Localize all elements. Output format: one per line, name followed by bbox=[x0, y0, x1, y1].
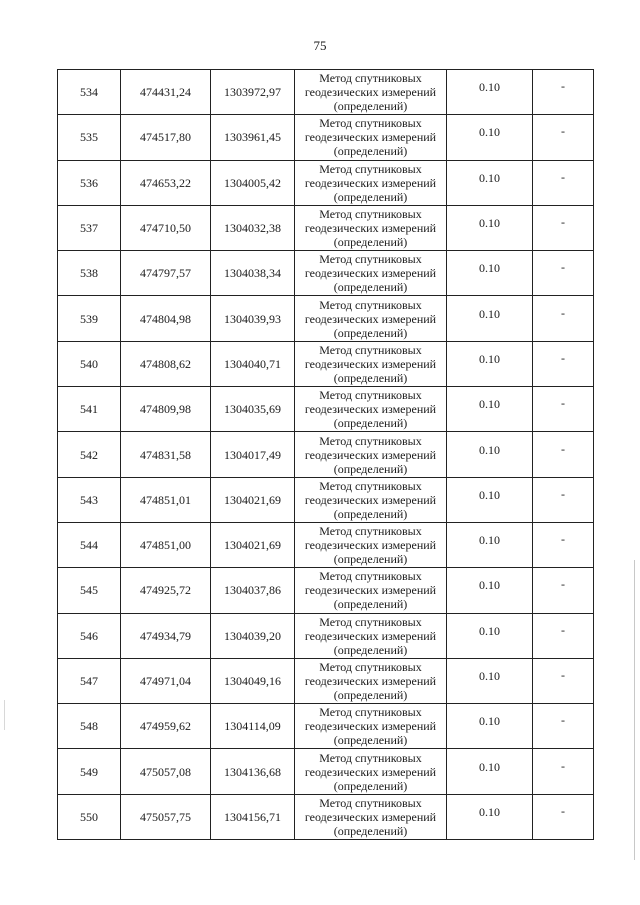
accuracy-value: 0.10 bbox=[479, 216, 500, 231]
method-line: геодезических измерений bbox=[304, 175, 437, 190]
accuracy-cell bbox=[447, 794, 533, 839]
table-row bbox=[58, 749, 594, 794]
y-coordinate-cell: 1304114,09 bbox=[211, 704, 295, 749]
method-cell bbox=[295, 522, 447, 567]
method-cell bbox=[295, 477, 447, 522]
accuracy-cell bbox=[447, 613, 533, 658]
method-line: Метод спутниковых bbox=[319, 524, 422, 539]
method-line: Метод спутниковых bbox=[319, 161, 422, 176]
note-cell bbox=[533, 115, 594, 160]
table-row bbox=[58, 341, 594, 386]
method-line: геодезических измерений bbox=[304, 85, 437, 100]
method-line: Метод спутниковых bbox=[319, 750, 422, 765]
y-coordinate-cell: 1304136,68 bbox=[211, 749, 295, 794]
method-line: геодезических измерений bbox=[304, 221, 437, 236]
note-value: - bbox=[561, 396, 565, 411]
method-line: (определений) bbox=[333, 552, 408, 567]
method-line: Метод спутниковых bbox=[319, 660, 422, 674]
x-coordinate-cell: 474934,79 bbox=[121, 613, 211, 658]
table-row bbox=[58, 704, 594, 749]
method-cell bbox=[295, 658, 447, 703]
method-cell bbox=[295, 704, 447, 749]
method-line: (определений) bbox=[333, 461, 408, 476]
method-cell bbox=[295, 794, 447, 839]
note-cell bbox=[533, 568, 594, 613]
method-cell bbox=[295, 749, 447, 794]
point-number-cell: 549 bbox=[58, 749, 121, 794]
method-line: геодезических измерений bbox=[304, 674, 437, 688]
table-row bbox=[58, 387, 594, 432]
accuracy-value: 0.10 bbox=[479, 125, 500, 140]
x-coordinate-cell: 475057,08 bbox=[121, 749, 211, 794]
note-value: - bbox=[561, 441, 565, 456]
point-number-cell: 536 bbox=[58, 160, 121, 205]
note-value: - bbox=[561, 577, 565, 592]
note-value: - bbox=[561, 350, 565, 365]
point-number-cell: 545 bbox=[58, 568, 121, 613]
y-coordinate-cell: 1304021,69 bbox=[211, 522, 295, 567]
x-coordinate-cell: 474653,22 bbox=[121, 160, 211, 205]
point-number-cell: 537 bbox=[58, 205, 121, 250]
accuracy-value: 0.10 bbox=[479, 397, 500, 412]
method-line: (определений) bbox=[333, 597, 408, 612]
y-coordinate-cell: 1304156,71 bbox=[211, 794, 295, 839]
method-line: (определений) bbox=[333, 642, 408, 657]
point-number-cell: 535 bbox=[58, 115, 121, 160]
method-line: Метод спутниковых bbox=[319, 207, 422, 222]
method-line: Метод спутниковых bbox=[319, 614, 422, 629]
y-coordinate-cell: 1304037,86 bbox=[211, 568, 295, 613]
accuracy-cell bbox=[447, 432, 533, 477]
method-line: геодезических измерений bbox=[304, 719, 437, 734]
note-cell bbox=[533, 477, 594, 522]
method-line: геодезических измерений bbox=[304, 130, 437, 145]
note-value: - bbox=[561, 260, 565, 275]
method-cell bbox=[295, 387, 447, 432]
coordinates-table bbox=[57, 69, 594, 840]
method-line: (определений) bbox=[333, 235, 408, 250]
y-coordinate-cell: 1304017,49 bbox=[211, 432, 295, 477]
method-line: геодезических измерений bbox=[304, 583, 437, 598]
accuracy-value: 0.10 bbox=[479, 170, 500, 185]
method-cell bbox=[295, 251, 447, 296]
method-cell bbox=[295, 432, 447, 477]
accuracy-cell bbox=[447, 704, 533, 749]
scan-artifact bbox=[634, 560, 635, 860]
note-cell bbox=[533, 296, 594, 341]
table-row bbox=[58, 794, 594, 839]
point-number-cell: 547 bbox=[58, 658, 121, 703]
method-line: (определений) bbox=[333, 144, 408, 159]
y-coordinate-cell: 1304049,16 bbox=[211, 658, 295, 703]
x-coordinate-cell: 474971,04 bbox=[121, 658, 211, 703]
accuracy-cell bbox=[447, 658, 533, 703]
method-line: Метод спутниковых bbox=[319, 478, 422, 493]
table-row bbox=[58, 160, 594, 205]
point-number-cell: 540 bbox=[58, 341, 121, 386]
y-coordinate-cell: 1304039,93 bbox=[211, 296, 295, 341]
method-line: геодезических измерений bbox=[304, 402, 437, 417]
coordinates-table-body bbox=[58, 70, 594, 840]
method-line: Метод спутниковых bbox=[319, 116, 422, 131]
accuracy-value: 0.10 bbox=[479, 804, 500, 819]
method-line: Метод спутниковых bbox=[319, 252, 422, 267]
method-line: (определений) bbox=[333, 280, 408, 295]
note-value: - bbox=[561, 215, 565, 230]
accuracy-value: 0.10 bbox=[479, 80, 500, 95]
method-line: (определений) bbox=[333, 506, 408, 521]
note-value: - bbox=[561, 713, 565, 728]
x-coordinate-cell: 474851,00 bbox=[121, 522, 211, 567]
method-cell bbox=[295, 296, 447, 341]
accuracy-cell bbox=[447, 477, 533, 522]
method-line: (определений) bbox=[333, 688, 408, 702]
scan-artifact bbox=[4, 700, 5, 730]
point-number-cell: 534 bbox=[58, 70, 121, 115]
method-line: Метод спутниковых bbox=[319, 705, 422, 720]
note-cell bbox=[533, 749, 594, 794]
x-coordinate-cell: 474797,57 bbox=[121, 251, 211, 296]
table-row bbox=[58, 205, 594, 250]
page-number: 75 bbox=[313, 38, 327, 53]
x-coordinate-cell: 474831,58 bbox=[121, 432, 211, 477]
method-cell bbox=[295, 160, 447, 205]
table-row bbox=[58, 658, 594, 703]
note-value: - bbox=[561, 169, 565, 184]
point-number-cell: 541 bbox=[58, 387, 121, 432]
note-cell bbox=[533, 251, 594, 296]
method-line: (определений) bbox=[333, 416, 408, 431]
accuracy-value: 0.10 bbox=[479, 487, 500, 502]
point-number-cell: 539 bbox=[58, 296, 121, 341]
table-row bbox=[58, 477, 594, 522]
method-line: геодезических измерений bbox=[304, 764, 437, 779]
accuracy-value: 0.10 bbox=[479, 669, 500, 683]
x-coordinate-cell: 474851,01 bbox=[121, 477, 211, 522]
method-line: (определений) bbox=[333, 370, 408, 385]
note-cell bbox=[533, 387, 594, 432]
method-cell bbox=[295, 613, 447, 658]
note-cell bbox=[533, 704, 594, 749]
y-coordinate-cell: 1304005,42 bbox=[211, 160, 295, 205]
table-row bbox=[58, 115, 594, 160]
method-line: геодезических измерений bbox=[304, 311, 437, 326]
point-number-cell: 543 bbox=[58, 477, 121, 522]
y-coordinate-cell: 1304040,71 bbox=[211, 341, 295, 386]
method-line: Метод спутниковых bbox=[319, 71, 422, 86]
method-line: Метод спутниковых bbox=[319, 569, 422, 584]
y-coordinate-cell: 1304032,38 bbox=[211, 205, 295, 250]
table-row bbox=[58, 296, 594, 341]
accuracy-cell bbox=[447, 115, 533, 160]
accuracy-value: 0.10 bbox=[479, 759, 500, 774]
accuracy-cell bbox=[447, 205, 533, 250]
note-value: - bbox=[561, 758, 565, 773]
accuracy-cell bbox=[447, 341, 533, 386]
point-number-cell: 538 bbox=[58, 251, 121, 296]
method-cell bbox=[295, 341, 447, 386]
note-value: - bbox=[561, 79, 565, 94]
method-line: (определений) bbox=[333, 778, 408, 793]
method-cell bbox=[295, 70, 447, 115]
accuracy-cell bbox=[447, 160, 533, 205]
table-row bbox=[58, 251, 594, 296]
method-line: Метод спутниковых bbox=[319, 795, 422, 810]
point-number-cell: 542 bbox=[58, 432, 121, 477]
x-coordinate-cell: 474959,62 bbox=[121, 704, 211, 749]
x-coordinate-cell: 475057,75 bbox=[121, 794, 211, 839]
note-cell bbox=[533, 341, 594, 386]
x-coordinate-cell: 474710,50 bbox=[121, 205, 211, 250]
method-line: Метод спутниковых bbox=[319, 388, 422, 403]
point-number-cell: 550 bbox=[58, 794, 121, 839]
accuracy-cell bbox=[447, 568, 533, 613]
method-line: геодезических измерений bbox=[304, 628, 437, 643]
method-cell bbox=[295, 115, 447, 160]
x-coordinate-cell: 474804,98 bbox=[121, 296, 211, 341]
accuracy-cell bbox=[447, 251, 533, 296]
method-line: геодезических измерений bbox=[304, 266, 437, 281]
method-line: Метод спутниковых bbox=[319, 433, 422, 448]
note-cell bbox=[533, 432, 594, 477]
note-value: - bbox=[561, 668, 565, 682]
x-coordinate-cell: 474925,72 bbox=[121, 568, 211, 613]
note-cell bbox=[533, 70, 594, 115]
point-number-cell: 544 bbox=[58, 522, 121, 567]
note-cell bbox=[533, 658, 594, 703]
y-coordinate-cell: 1304035,69 bbox=[211, 387, 295, 432]
accuracy-cell bbox=[447, 749, 533, 794]
accuracy-value: 0.10 bbox=[479, 306, 500, 321]
accuracy-value: 0.10 bbox=[479, 714, 500, 729]
method-line: (определений) bbox=[333, 325, 408, 340]
method-line: Метод спутниковых bbox=[319, 342, 422, 357]
note-value: - bbox=[561, 486, 565, 501]
note-value: - bbox=[561, 532, 565, 547]
method-line: геодезических измерений bbox=[304, 538, 437, 553]
method-line: Метод спутниковых bbox=[319, 297, 422, 312]
method-line: (определений) bbox=[333, 823, 408, 838]
method-cell bbox=[295, 568, 447, 613]
accuracy-cell bbox=[447, 296, 533, 341]
point-number-cell: 548 bbox=[58, 704, 121, 749]
accuracy-value: 0.10 bbox=[479, 442, 500, 457]
method-line: (определений) bbox=[333, 733, 408, 748]
accuracy-value: 0.10 bbox=[479, 261, 500, 276]
note-cell bbox=[533, 522, 594, 567]
y-coordinate-cell: 1304021,69 bbox=[211, 477, 295, 522]
y-coordinate-cell: 1303972,97 bbox=[211, 70, 295, 115]
x-coordinate-cell: 474809,98 bbox=[121, 387, 211, 432]
note-cell bbox=[533, 613, 594, 658]
method-line: геодезических измерений bbox=[304, 447, 437, 462]
table-row bbox=[58, 613, 594, 658]
y-coordinate-cell: 1303961,45 bbox=[211, 115, 295, 160]
method-line: (определений) bbox=[333, 99, 408, 114]
accuracy-cell bbox=[447, 387, 533, 432]
accuracy-cell bbox=[447, 70, 533, 115]
table-row bbox=[58, 70, 594, 115]
point-number-cell: 546 bbox=[58, 613, 121, 658]
accuracy-value: 0.10 bbox=[479, 533, 500, 548]
method-cell bbox=[295, 205, 447, 250]
accuracy-value: 0.10 bbox=[479, 578, 500, 593]
note-value: - bbox=[561, 124, 565, 139]
y-coordinate-cell: 1304039,20 bbox=[211, 613, 295, 658]
method-line: (определений) bbox=[333, 189, 408, 204]
table-row bbox=[58, 432, 594, 477]
accuracy-value: 0.10 bbox=[479, 623, 500, 638]
note-value: - bbox=[561, 803, 565, 818]
x-coordinate-cell: 474431,24 bbox=[121, 70, 211, 115]
note-cell bbox=[533, 794, 594, 839]
accuracy-value: 0.10 bbox=[479, 351, 500, 366]
method-line: геодезических измерений bbox=[304, 492, 437, 507]
x-coordinate-cell: 474517,80 bbox=[121, 115, 211, 160]
note-cell bbox=[533, 205, 594, 250]
method-line: геодезических измерений bbox=[304, 809, 437, 824]
note-value: - bbox=[561, 622, 565, 637]
table-row bbox=[58, 568, 594, 613]
x-coordinate-cell: 474808,62 bbox=[121, 341, 211, 386]
note-cell bbox=[533, 160, 594, 205]
accuracy-cell bbox=[447, 522, 533, 567]
table-row bbox=[58, 522, 594, 567]
note-value: - bbox=[561, 305, 565, 320]
method-line: геодезических измерений bbox=[304, 356, 437, 371]
y-coordinate-cell: 1304038,34 bbox=[211, 251, 295, 296]
